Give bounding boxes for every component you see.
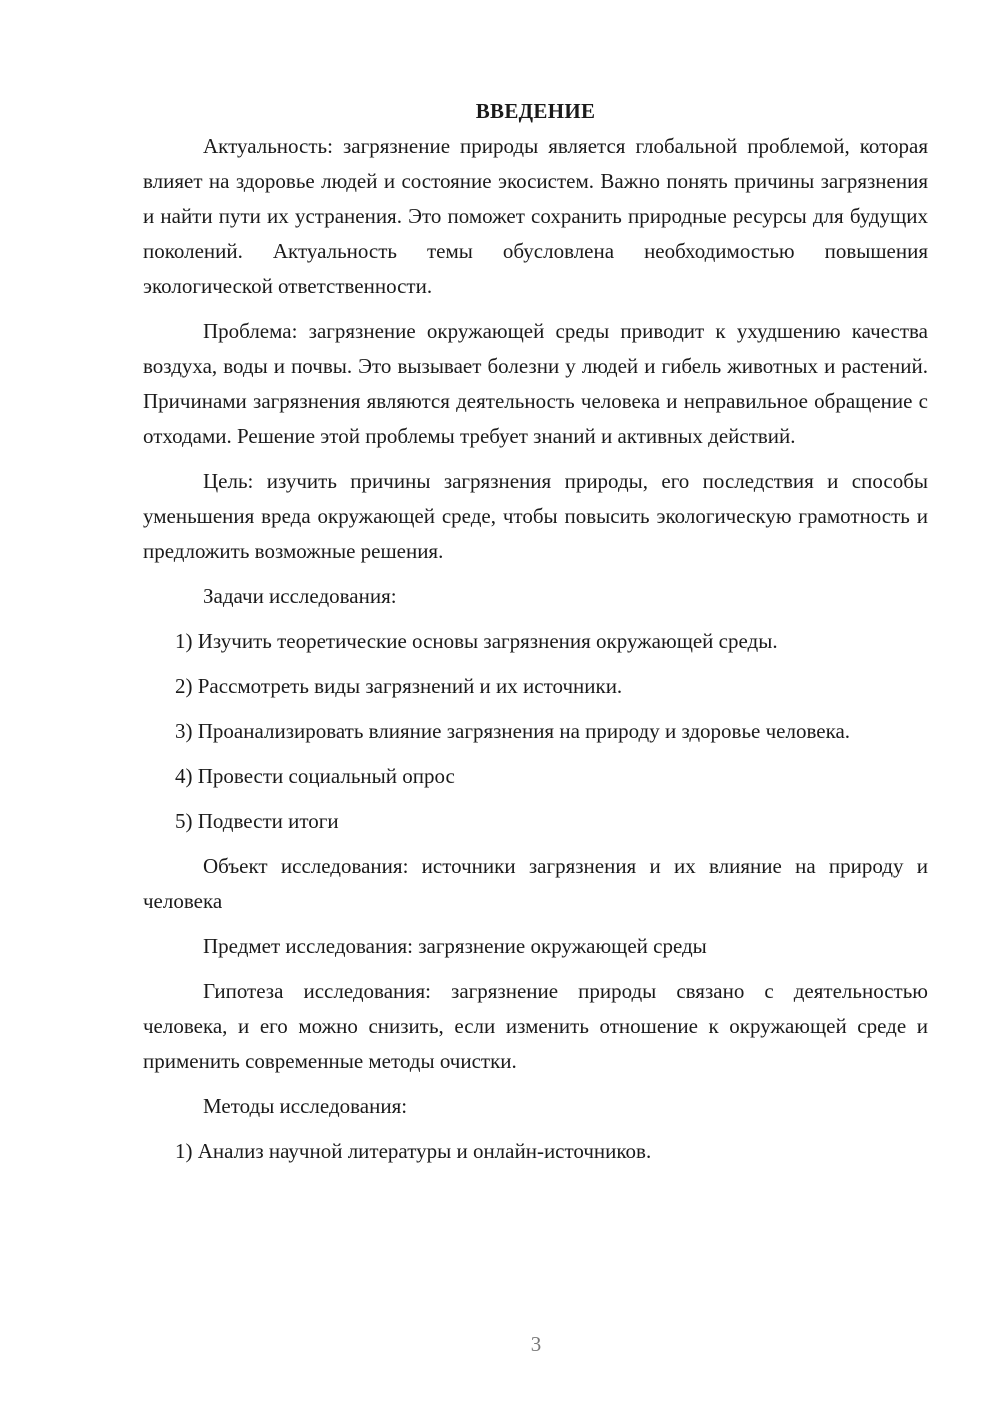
page-content: [143, 94, 928, 1169]
page-number: 3: [530, 1332, 542, 1356]
method-item-1: 1) Анализ научной литературы и онлайн-источников.: [175, 1139, 652, 1163]
paragraph-subject: Предмет исследования: загрязнение окружающей среды: [203, 934, 707, 958]
task-item-2: 2) Рассмотреть виды загрязнений и их источники.: [175, 674, 623, 698]
task-item-4: 4) Провести социальный опрос: [175, 764, 455, 788]
paragraph-relevance: Актуальность: загрязнение природы является глобальной проблемой, которая влияет на здоровье людей и состояние экосистем. Важно понять причины загрязнения и найти пути их устранения. Это поможет сохранить природные ресурсы для будущих поколений. Актуальность темы обусловлена необходимостью повышения экологической ответственности.: [143, 134, 928, 298]
paragraph-methods-heading: Методы исследования:: [203, 1094, 408, 1118]
paragraph-hypothesis: Гипотеза исследования: загрязнение природы связано с деятельностью человека, и его можно снизить, если изменить отношение к окружающей среде и применить современные методы очистки.: [143, 979, 928, 1073]
section-title: ВВЕДЕНИЕ: [475, 99, 596, 123]
paragraph-goal: Цель: изучить причины загрязнения природы, его последствия и способы уменьшения вреда окружающей среде, чтобы повысить экологическую грамотность и предложить возможные решения.: [143, 469, 928, 563]
task-item-1: 1) Изучить теоретические основы загрязнения окружающей среды.: [175, 629, 778, 653]
paragraph-problem: Проблема: загрязнение окружающей среды приводит к ухудшению качества воздуха, воды и почвы. Это вызывает болезни у людей и гибель животных и растений. Причинами загрязнения являются деятельность человека и неправильное обращение с отходами. Решение этой проблемы требует знаний и активных действий.: [143, 319, 928, 448]
task-item-3: 3) Проанализировать влияние загрязнения на природу и здоровье человека.: [175, 719, 851, 743]
task-item-5: 5) Подвести итоги: [175, 809, 339, 833]
paragraph-tasks-heading: Задачи исследования:: [203, 584, 397, 608]
paragraph-object: Объект исследования: источники загрязнения и их влияние на природу и человека: [143, 854, 928, 913]
